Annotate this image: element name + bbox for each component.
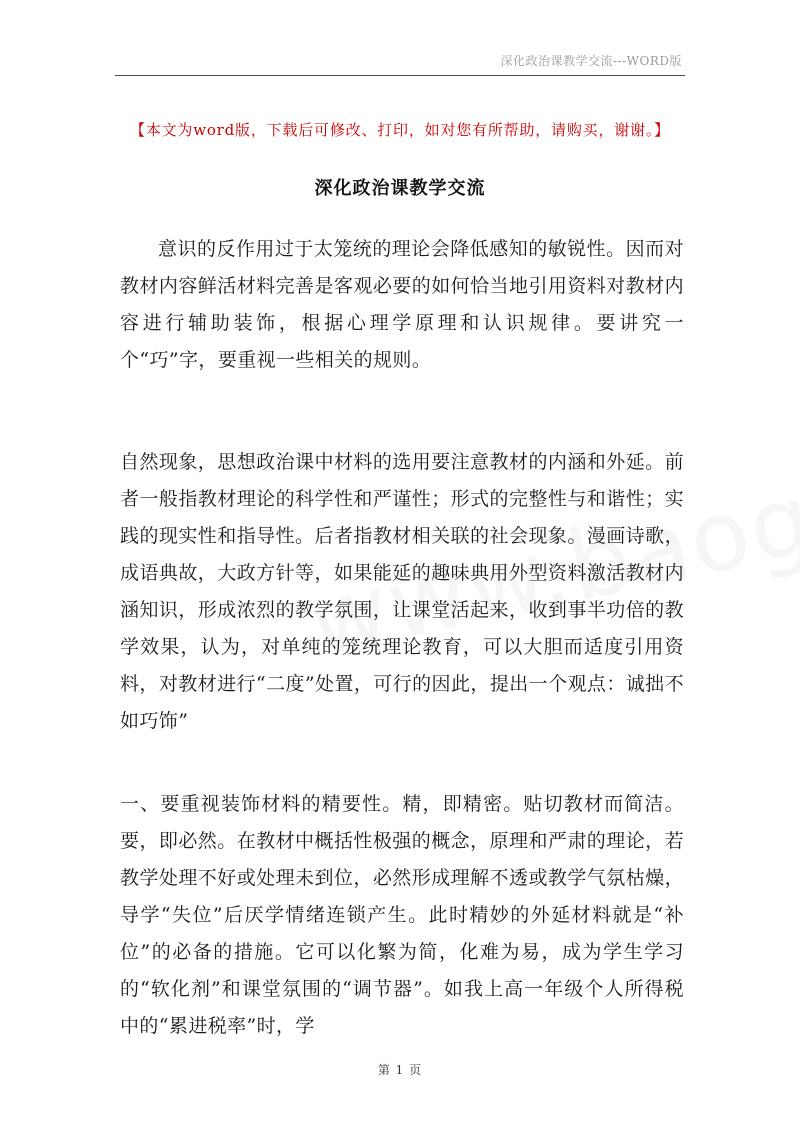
download-notice: 【本文为word版，下载后可修改、打印，如对您有所帮助，请购买，谢谢。】 xyxy=(130,121,670,139)
document-title: 深化政治课教学交流 xyxy=(314,178,486,199)
paragraph-2: 自然现象，思想政治课中材料的选用要注意教材的内涵和外延。前者一般指教材理论的科学性和严谨性；形式的完整性与和谐性；实践的现实性和指导性。后者指教材相关联的社会现象。漫画诗歌，成语典故，大政方针等，如果能延的趣味典用外型资料激活教材内涵知识，形成浓烈的教学氛围，让课堂活起来，收到事半功倍的教学效果，认为，对单纯的笼统理论教育，可以大胆而适度引用资料，对教材进行“二度”处置，可行的因此，提出一个观点：诚拙不如巧饰” xyxy=(120,451,684,732)
header-divider xyxy=(115,75,685,76)
paragraph-1: 意识的反作用过于太笼统的理论会降低感知的敏锐性。因而对教材内容鲜活材料完善是客观必要的如何恰当地引用资料对教材内容进行辅助装饰，根据心理学原理和认识规律。要讲究一个“巧”字，要重视一些相关的规则。 xyxy=(120,238,684,371)
page-number: 第 1 页 xyxy=(377,1063,423,1077)
paragraph-3: 一、要重视装饰材料的精要性。精，即精密。贴切教材而简洁。要，即必然。在教材中概括性极强的概念，原理和严肃的理论，若教学处理不好或处理未到位，必然形成理解不透或教学气氛枯燥，导学“失位”后厌学情绪连锁产生。此时精妙的外延材料就是“补位”的必备的措施。它可以化繁为简，化难为易，成为学生学习的“软化剂”和课堂氛围的“调节器”。如我上高一年级个人所得税中的“累进税率”时，学 xyxy=(120,793,684,1037)
running-header: 深化政治课教学交流---WORD版 xyxy=(500,54,682,68)
